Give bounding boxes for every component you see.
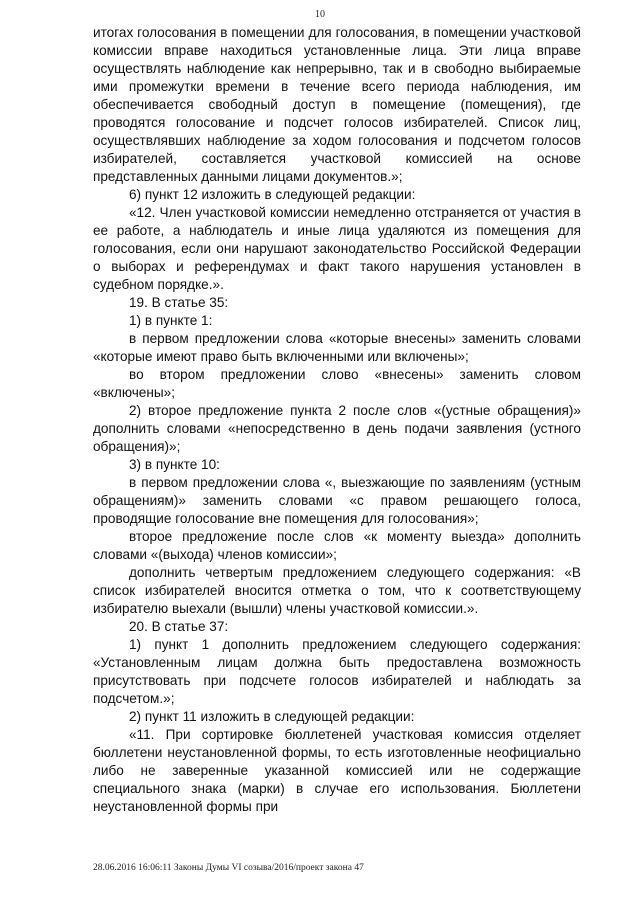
paragraph: 2) второе предложение пункта 2 после слов «(устные обращения)» дополнить словами «непосредственно в день подачи заявления (устного обращения)»;	[93, 403, 581, 454]
paragraph: 2) пункт 11 изложить в следующей редакции:	[129, 709, 415, 724]
paragraph: 3) в пункте 10:	[129, 457, 220, 472]
paragraph: в первом предложении слова «, выезжающие по заявлениям (устным обращениям)» заменить словами «с правом решающего голоса, проводящие голосование вне помещения для голосования»;	[93, 475, 581, 526]
paragraph: 20. В статье 37:	[129, 619, 229, 634]
paragraph: второе предложение после слов «к моменту выезда» дополнить словами «(выхода) членов комиссии»;	[93, 529, 581, 562]
paragraph: «12. Член участковой комиссии немедленно отстраняется от участия в ее работе, а наблюдатель и иные лица удаляются из помещения для голосования, если они нарушают законодательство Российской Федерации о выборах и референдумах и факт такого нарушения установлен в судебном порядке.».	[93, 205, 581, 292]
paragraph: дополнить четвертым предложением следующего содержания: «В список избирателей вносится отметка о том, что к соответствующему избирателю выехали (вышли) члены участковой комиссии.».	[93, 565, 581, 616]
paragraph: в первом предложении слова «которые внесены» заменить словами «которые имеют право быть включенными или включены»;	[93, 331, 581, 364]
paragraph: «11. При сортировке бюллетеней участковая комиссия отделяет бюллетени неустановленной формы, то есть изготовленные неофициально либо не заверенные указанной комиссией или не содержащие специального знака (марки) в случае его использования. Бюллетени неустановленной формы при	[93, 727, 581, 814]
paragraph: итогах голосования в помещении для голосования, в помещении участковой комиссии вправе находиться установленные лица. Эти лица вправе осуществлять наблюдение как непрерывно, так и в свободно выбираемые ими промежутки времени в течение всего периода наблюдения, им обеспечивается свободный доступ в помещение (помещения), где проводятся голосование и подсчет голосов избирателей. Список лиц, осуществлявших наблюдение за ходом голосования и подсчетом голосов избирателей, составляется участковой комиссией на основе представленных данными лицами документов.»;	[93, 25, 581, 184]
paragraph: 1) в пункте 1:	[129, 313, 213, 328]
paragraph: 6) пункт 12 изложить в следующей редакции:	[129, 187, 416, 202]
footer-text: 28.06.2016 16:06:11 Законы Думы VI созыва/2016/проект закона 47	[93, 863, 364, 873]
paragraph: 1) пункт 1 дополнить предложением следующего содержания: «Установленным лицам должна быть предоставлена возможность присутствовать при подсчете голосов избирателей и наблюдать за подсчетом.»;	[93, 637, 581, 706]
paragraph: во втором предложении слово «внесены» заменить словом «включены»;	[93, 367, 581, 400]
document-body	[93, 24, 581, 816]
paragraph: 19. В статье 35:	[129, 295, 229, 310]
page-number: 10	[315, 9, 325, 20]
